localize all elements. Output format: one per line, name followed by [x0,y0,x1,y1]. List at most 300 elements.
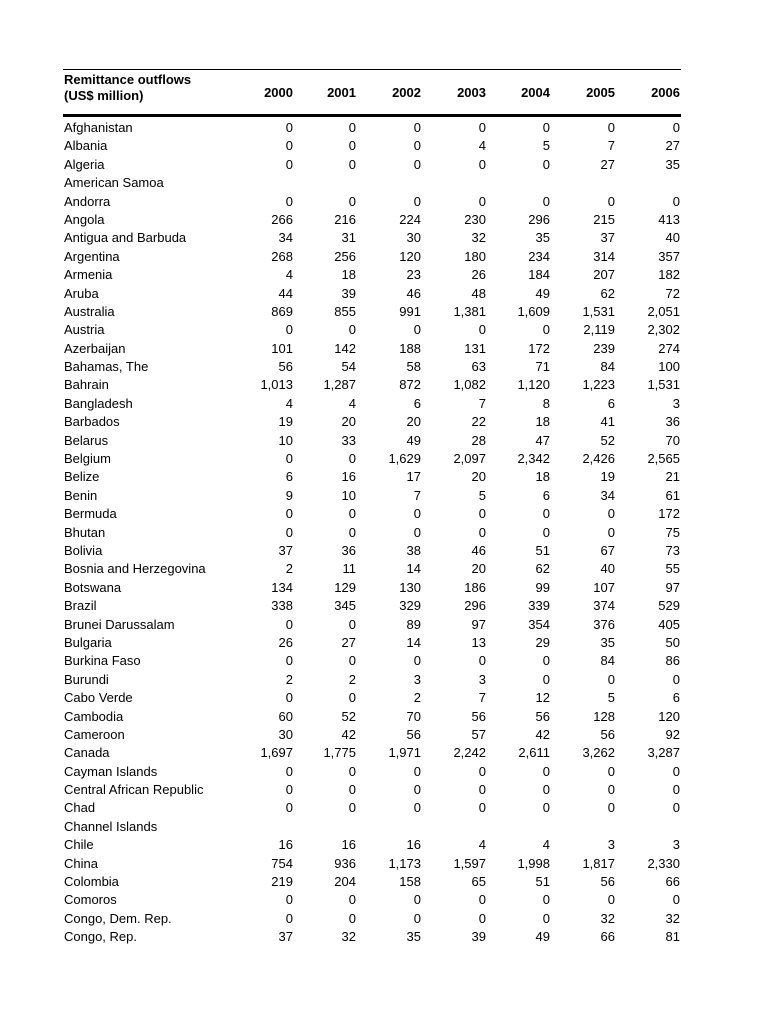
table-row [63,542,681,560]
value-cell-2004: 42 [535,726,550,742]
value-cell-2002: 1,173 [388,855,421,871]
value-cell-2006: 3 [672,395,680,411]
value-cell-2005: 0 [607,892,615,908]
table-row [63,579,681,597]
country-name-cell: Congo, Dem. Rep. [64,910,172,926]
value-cell-2002: 1,971 [388,745,421,761]
value-cell-2006: 0 [672,892,680,908]
value-cell-2001: 0 [348,910,356,926]
table-row [63,616,681,634]
value-cell-2002: 991 [399,303,421,319]
value-cell-2003: 0 [478,653,486,669]
value-cell-2005: 84 [600,653,615,669]
value-cell-2000: 37 [278,929,293,945]
value-cell-2000: 338 [271,598,293,614]
value-cell-2006: 413 [658,211,680,227]
value-cell-2006: 0 [672,120,680,135]
country-name-cell: Cambodia [64,708,124,724]
value-cell-2002: 30 [406,230,421,246]
value-cell-2001: 0 [348,506,356,522]
country-name-cell: Argentina [64,248,120,264]
value-cell-2005: 0 [607,800,615,816]
value-cell-2006: 27 [665,138,680,154]
value-cell-2005: 3,262 [582,745,615,761]
value-cell-2002: 2 [413,690,421,706]
value-cell-2002: 0 [413,800,421,816]
remittance-table [63,69,681,947]
table-row [63,744,681,762]
value-cell-2005: 0 [607,782,615,798]
value-cell-2002: 0 [413,763,421,779]
table-row [63,137,681,155]
country-name-cell: Colombia [64,874,119,890]
value-cell-2001: 0 [348,800,356,816]
value-cell-2000: 19 [278,414,293,430]
value-cell-2003: 0 [478,910,486,926]
value-cell-2003: 2,097 [453,451,486,467]
value-cell-2004: 0 [542,782,550,798]
value-cell-2000: 60 [278,708,293,724]
value-cell-2001: 54 [341,359,356,375]
value-cell-2002: 130 [399,579,421,595]
value-cell-2003: 7 [478,395,486,411]
country-name-cell: Algeria [64,156,105,172]
table-row [63,340,681,358]
value-cell-2003: 131 [464,340,486,356]
value-cell-2001: 31 [341,230,356,246]
value-cell-2005: 0 [607,120,615,135]
value-cell-2003: 4 [478,837,486,853]
value-cell-2002: 70 [406,708,421,724]
country-name-cell: Australia [64,303,115,319]
value-cell-2002: 0 [413,138,421,154]
value-cell-2004: 2,611 [518,745,550,761]
value-cell-2005: 376 [593,616,615,632]
table-row [63,193,681,211]
value-cell-2005: 2,119 [583,322,615,338]
value-cell-2002: 6 [413,395,421,411]
table-row [63,671,681,689]
table-row [63,487,681,505]
table-row [63,597,681,615]
value-cell-2000: 134 [271,579,293,595]
table-row [63,413,681,431]
value-cell-2004: 0 [542,892,550,908]
country-name-cell: Burundi [64,671,109,687]
value-cell-2001: 216 [334,211,356,227]
country-name-cell: Azerbaijan [64,340,126,356]
value-cell-2005: 0 [607,506,615,522]
value-cell-2000: 26 [278,634,293,650]
value-cell-2005: 128 [593,708,615,724]
value-cell-2005: 27 [600,156,615,172]
country-name-cell: Albania [64,138,108,154]
value-cell-2006: 81 [665,929,680,945]
country-name-cell: Comoros [64,892,117,908]
value-cell-2002: 872 [399,377,421,393]
value-cell-2001: 129 [334,579,356,595]
table-row [63,174,681,192]
table-body [63,117,681,947]
value-cell-2001: 0 [348,120,356,135]
value-cell-2002: 0 [413,156,421,172]
value-cell-2004: 49 [535,285,550,301]
value-cell-2003: 20 [471,469,486,485]
country-name-cell: Brunei Darussalam [64,616,175,632]
value-cell-2001: 2 [348,671,356,687]
value-cell-2003: 57 [471,726,486,742]
country-name-cell: Afghanistan [64,120,133,135]
value-cell-2003: 2,242 [453,745,486,761]
value-cell-2002: 0 [413,506,421,522]
table-row [63,248,681,266]
value-cell-2006: 75 [665,524,680,540]
value-cell-2001: 936 [334,855,356,871]
country-name-cell: Belgium [64,451,111,467]
value-cell-2006: 70 [665,432,680,448]
value-cell-2006: 0 [672,763,680,779]
value-cell-2004: 12 [535,690,550,706]
value-cell-2005: 239 [593,340,615,356]
value-cell-2006: 0 [672,671,680,687]
country-name-cell: Antigua and Barbuda [64,230,187,246]
value-cell-2004: 29 [535,634,550,650]
table-row [63,119,681,137]
value-cell-2005: 66 [600,929,615,945]
value-cell-2002: 16 [406,837,421,853]
value-cell-2005: 62 [600,285,615,301]
value-cell-2003: 26 [471,267,486,283]
value-cell-2000: 0 [285,120,293,135]
value-cell-2001: 20 [341,414,356,430]
value-cell-2003: 3 [478,671,486,687]
value-cell-2005: 37 [600,230,615,246]
value-cell-2001: 0 [348,653,356,669]
value-cell-2004: 0 [542,653,550,669]
value-cell-2002: 0 [413,193,421,209]
value-cell-2004: 1,120 [517,377,550,393]
value-cell-2004: 0 [542,193,550,209]
value-cell-2000: 2 [285,671,293,687]
value-cell-2004: 18 [535,469,550,485]
value-cell-2003: 180 [464,248,486,264]
value-cell-2005: 0 [607,671,615,687]
country-name-cell: Angola [64,211,105,227]
country-name-cell: Botswana [64,579,122,595]
value-cell-2005: 52 [600,432,615,448]
value-cell-2000: 0 [285,138,293,154]
value-cell-2001: 4 [348,395,356,411]
value-cell-2000: 10 [278,432,293,448]
value-cell-2005: 67 [600,542,615,558]
value-cell-2003: 46 [471,542,486,558]
value-cell-2006: 73 [665,542,680,558]
value-cell-2005: 207 [593,267,615,283]
value-cell-2006: 86 [665,653,680,669]
table-row [63,634,681,652]
table-row [63,726,681,744]
country-name-cell: American Samoa [64,175,164,191]
value-cell-2000: 869 [271,303,293,319]
value-cell-2000: 37 [278,542,293,558]
value-cell-2003: 5 [478,487,486,503]
table-row [63,855,681,873]
value-cell-2006: 3 [672,837,680,853]
value-cell-2006: 2,330 [647,855,680,871]
value-cell-2002: 56 [406,726,421,742]
value-cell-2002: 0 [413,524,421,540]
table-row [63,505,681,523]
value-cell-2005: 215 [593,211,615,227]
value-cell-2005: 2,426 [582,451,615,467]
value-cell-2004: 339 [528,598,550,614]
value-cell-2006: 35 [665,156,680,172]
country-name-cell: Brazil [64,598,97,614]
value-cell-2001: 18 [341,267,356,283]
value-cell-2004: 0 [542,800,550,816]
value-cell-2000: 0 [285,616,293,632]
value-cell-2006: 97 [665,579,680,595]
country-name-cell: Bahrain [64,377,109,393]
value-cell-2004: 18 [535,414,550,430]
value-cell-2001: 0 [348,322,356,338]
country-name-cell: Andorra [64,193,111,209]
country-name-cell: Barbados [64,414,120,430]
country-name-cell: Armenia [64,267,113,283]
value-cell-2004: 99 [535,579,550,595]
table-title [64,72,234,104]
table-row [63,303,681,321]
year-header-2006: 2006 [651,85,680,100]
value-cell-2004: 51 [535,542,550,558]
value-cell-2006: 2,051 [647,303,680,319]
value-cell-2005: 0 [607,763,615,779]
value-cell-2005: 35 [600,634,615,650]
country-name-cell: Chad [64,800,96,816]
value-cell-2003: 39 [471,929,486,945]
value-cell-2005: 56 [600,726,615,742]
value-cell-2000: 0 [285,782,293,798]
value-cell-2006: 2,565 [647,451,680,467]
value-cell-2000: 1,697 [260,745,293,761]
value-cell-2001: 0 [348,616,356,632]
value-cell-2002: 0 [413,120,421,135]
value-cell-2000: 0 [285,763,293,779]
value-cell-2003: 32 [471,230,486,246]
value-cell-2004: 35 [535,230,550,246]
value-cell-2000: 0 [285,524,293,540]
country-name-cell: Chile [64,837,94,853]
value-cell-2000: 0 [285,193,293,209]
value-cell-2004: 0 [542,506,550,522]
table-header-row [63,70,681,114]
value-cell-2005: 1,817 [582,855,615,871]
value-cell-2005: 1,531 [582,303,615,319]
value-cell-2005: 84 [600,359,615,375]
value-cell-2006: 0 [672,193,680,209]
value-cell-2001: 1,775 [323,745,356,761]
value-cell-2006: 120 [658,708,680,724]
value-cell-2002: 0 [413,782,421,798]
value-cell-2004: 71 [535,359,550,375]
value-cell-2001: 27 [341,634,356,650]
value-cell-2005: 7 [607,138,615,154]
value-cell-2002: 3 [413,671,421,687]
value-cell-2006: 21 [665,469,680,485]
value-cell-2002: 7 [413,487,421,503]
value-cell-2003: 0 [478,763,486,779]
value-cell-2003: 0 [478,193,486,209]
table-row [63,873,681,891]
value-cell-2000: 56 [278,359,293,375]
value-cell-2004: 2,342 [517,451,550,467]
value-cell-2002: 89 [406,616,421,632]
value-cell-2003: 230 [464,211,486,227]
value-cell-2002: 0 [413,653,421,669]
value-cell-2005: 374 [593,598,615,614]
year-header-2002: 2002 [392,85,421,100]
value-cell-2004: 0 [542,322,550,338]
value-cell-2002: 158 [399,874,421,890]
table-row [63,560,681,578]
value-cell-2001: 11 [342,561,356,577]
value-cell-2001: 855 [334,303,356,319]
table-row [63,928,681,946]
value-cell-2001: 0 [348,763,356,779]
table-title-line1: Remittance outflows [64,72,192,87]
value-cell-2001: 345 [334,598,356,614]
value-cell-2004: 184 [528,267,550,283]
value-cell-2001: 256 [334,248,356,264]
country-name-cell: Cayman Islands [64,763,158,779]
country-name-cell: Bhutan [64,524,106,540]
value-cell-2005: 40 [600,561,615,577]
value-cell-2001: 0 [348,156,356,172]
value-cell-2006: 3,287 [647,745,680,761]
country-name-cell: Cabo Verde [64,690,133,706]
value-cell-2002: 224 [399,211,421,227]
value-cell-2003: 0 [478,156,486,172]
value-cell-2006: 172 [658,506,680,522]
value-cell-2001: 142 [334,340,356,356]
value-cell-2004: 172 [528,340,550,356]
value-cell-2001: 32 [341,929,356,945]
value-cell-2005: 0 [607,524,615,540]
value-cell-2000: 0 [285,800,293,816]
table-row [63,266,681,284]
country-name-cell: Bangladesh [64,395,133,411]
value-cell-2003: 65 [471,874,486,890]
value-cell-2005: 56 [600,874,615,890]
country-name-cell: Aruba [64,285,99,301]
value-cell-2006: 529 [658,598,680,614]
value-cell-2000: 0 [285,451,293,467]
value-cell-2003: 1,381 [453,303,486,319]
value-cell-2005: 0 [607,193,615,209]
value-cell-2001: 0 [348,193,356,209]
value-cell-2000: 34 [278,230,293,246]
value-cell-2001: 39 [341,285,356,301]
value-cell-2000: 0 [285,653,293,669]
value-cell-2004: 8 [542,395,550,411]
value-cell-2002: 329 [399,598,421,614]
table-row [63,156,681,174]
country-name-cell: Canada [64,745,110,761]
value-cell-2004: 56 [535,708,550,724]
table-row [63,229,681,247]
value-cell-2004: 1,998 [517,855,550,871]
country-name-cell: Bulgaria [64,634,112,650]
value-cell-2003: 63 [471,359,486,375]
value-cell-2005: 5 [607,690,615,706]
value-cell-2001: 16 [341,469,356,485]
value-cell-2001: 36 [341,542,356,558]
country-name-cell: Bahamas, The [64,359,149,375]
value-cell-2002: 20 [406,414,421,430]
value-cell-2002: 188 [399,340,421,356]
value-cell-2006: 0 [672,800,680,816]
table-row [63,211,681,229]
value-cell-2004: 49 [535,929,550,945]
value-cell-2001: 0 [348,524,356,540]
value-cell-2002: 0 [413,322,421,338]
year-header-2001: 2001 [327,85,356,100]
value-cell-2005: 19 [600,469,615,485]
value-cell-2003: 56 [471,708,486,724]
country-name-cell: Channel Islands [64,818,158,834]
value-cell-2004: 4 [542,837,550,853]
value-cell-2003: 186 [464,579,486,595]
table-row [63,432,681,450]
value-cell-2003: 0 [478,892,486,908]
value-cell-2003: 0 [478,524,486,540]
table-title-line2: (US$ million) [64,88,144,103]
table-row [63,708,681,726]
value-cell-2001: 0 [348,782,356,798]
country-name-cell: Cameroon [64,726,125,742]
value-cell-2006: 274 [658,340,680,356]
value-cell-2004: 0 [542,156,550,172]
value-cell-2005: 3 [607,837,615,853]
value-cell-2006: 55 [665,561,680,577]
table-row [63,376,681,394]
value-cell-2005: 34 [600,487,615,503]
table-row [63,781,681,799]
value-cell-2005: 107 [593,579,615,595]
country-name-cell: Austria [64,322,105,338]
value-cell-2005: 41 [600,414,615,430]
country-name-cell: Burkina Faso [64,653,141,669]
value-cell-2006: 50 [665,634,680,650]
table-row [63,818,681,836]
year-header-2003: 2003 [457,85,486,100]
value-cell-2003: 48 [471,285,486,301]
value-cell-2004: 0 [542,120,550,135]
value-cell-2004: 47 [535,432,550,448]
value-cell-2000: 44 [278,285,293,301]
country-name-cell: Belize [64,469,100,485]
value-cell-2000: 4 [285,267,293,283]
value-cell-2003: 296 [464,598,486,614]
table-row [63,450,681,468]
value-cell-2004: 1,609 [517,303,550,319]
value-cell-2006: 405 [658,616,680,632]
value-cell-2006: 6 [672,690,680,706]
value-cell-2001: 42 [341,726,356,742]
value-cell-2002: 17 [406,469,421,485]
table-row [63,524,681,542]
value-cell-2000: 6 [285,469,293,485]
